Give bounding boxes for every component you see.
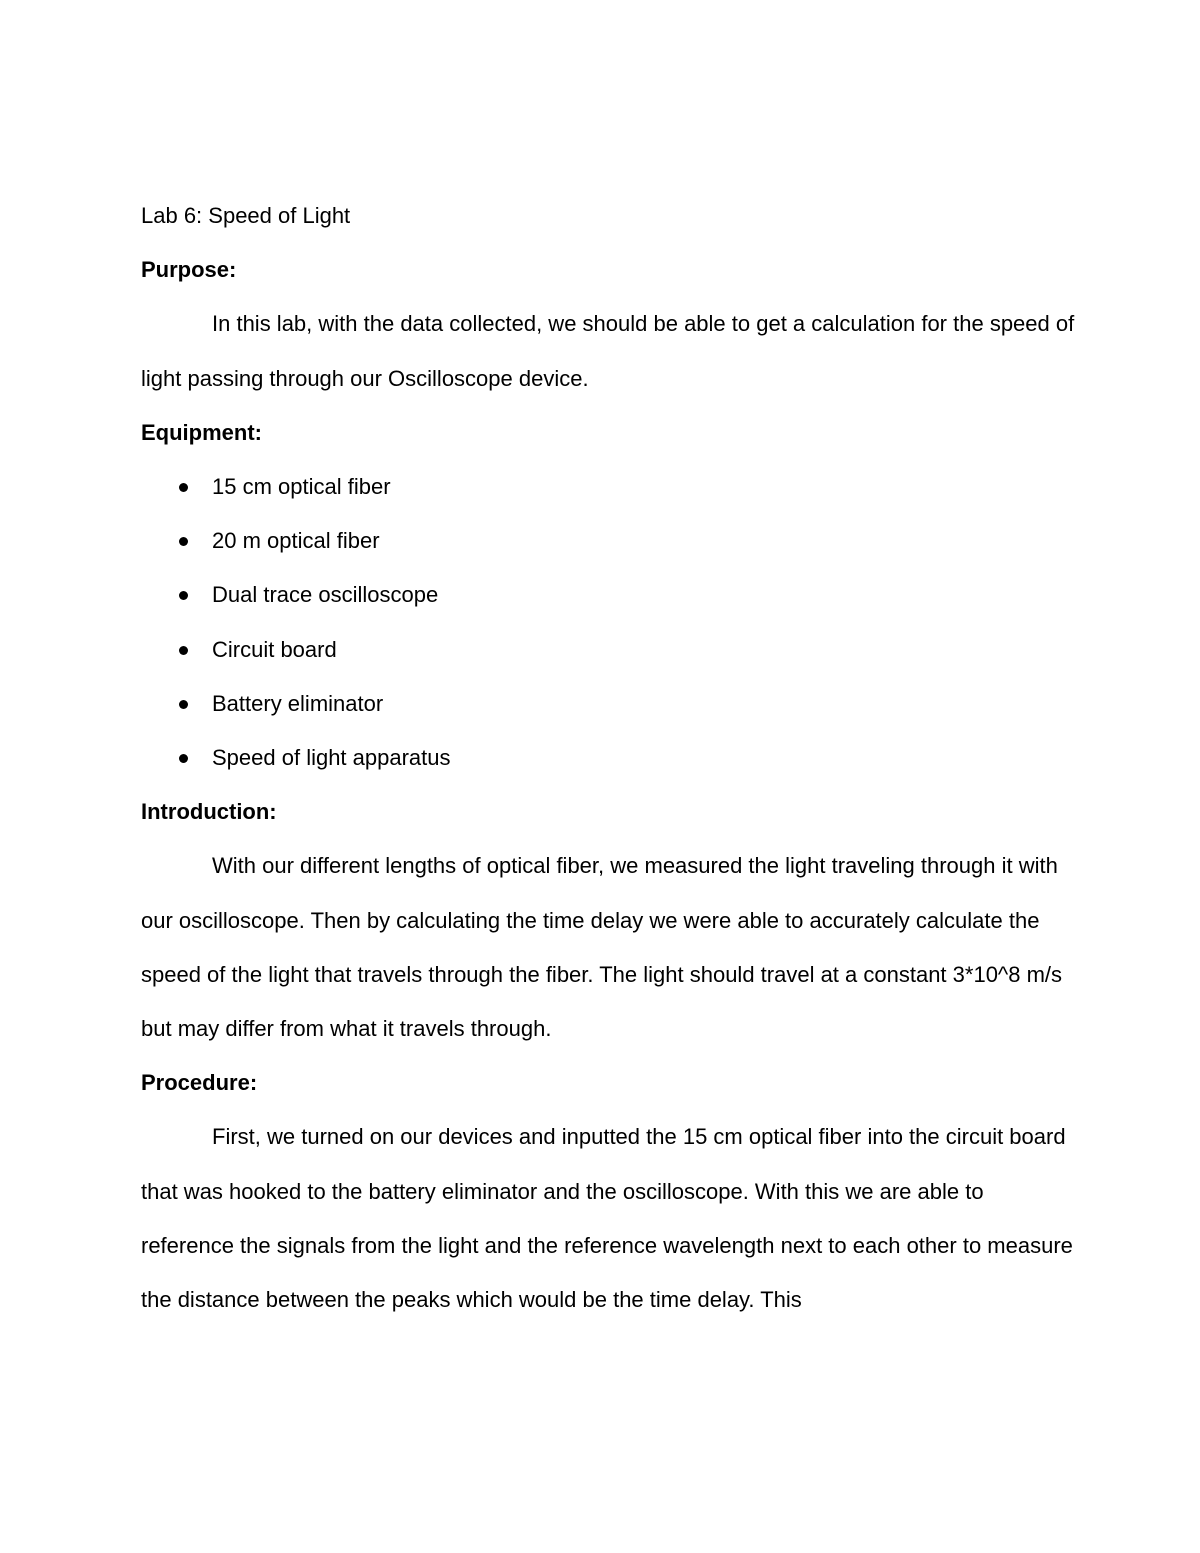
equipment-item-label: Battery eliminator [212,690,384,716]
purpose-paragraph: In this lab, with the data collected, we should be able to get a calculation for the speed of light passing through our Oscilloscope device. [141,311,1075,391]
document-title: Lab 6: Speed of Light [141,203,351,228]
equipment-item [141,460,1081,514]
equipment-heading: Equipment: [141,419,262,445]
equipment-item-label: 15 cm optical fiber [212,474,391,500]
bullet-icon [179,591,188,600]
equipment-item [141,514,1081,568]
purpose-heading: Purpose: [141,257,237,283]
bullet-icon [179,700,188,709]
bullet-icon [179,646,188,655]
equipment-list [141,460,1081,785]
procedure-paragraph: First, we turned on our devices and inputted the 15 cm optical fiber into the circuit board that was hooked to the battery eliminator and the oscilloscope. With this we are able to reference the signals from the light and the reference wavelength next to each other to measure the distance between the peaks which would be the time delay. This [141,1124,1073,1313]
bullet-icon [179,483,188,492]
bullet-icon [179,537,188,546]
equipment-item [141,731,1081,785]
equipment-item [141,568,1081,622]
equipment-item-label: Speed of light apparatus [212,745,451,771]
equipment-item [141,677,1081,731]
equipment-item-label: Dual trace oscilloscope [212,582,439,608]
procedure-heading: Procedure: [141,1070,258,1096]
equipment-item [141,623,1081,677]
introduction-heading: Introduction: [141,799,277,825]
equipment-item-label: 20 m optical fiber [212,528,380,554]
bullet-icon [179,754,188,763]
equipment-item-label: Circuit board [212,636,337,662]
document-body [141,189,1081,1327]
introduction-paragraph: With our different lengths of optical fiber, we measured the light traveling through it with our oscilloscope. Then by calculating the time delay we were able to accurately calculate the speed of the light that travels through the fiber. The light should travel at a constant 3*10^8 m/s but may differ from what it travels through. [141,853,1063,1042]
